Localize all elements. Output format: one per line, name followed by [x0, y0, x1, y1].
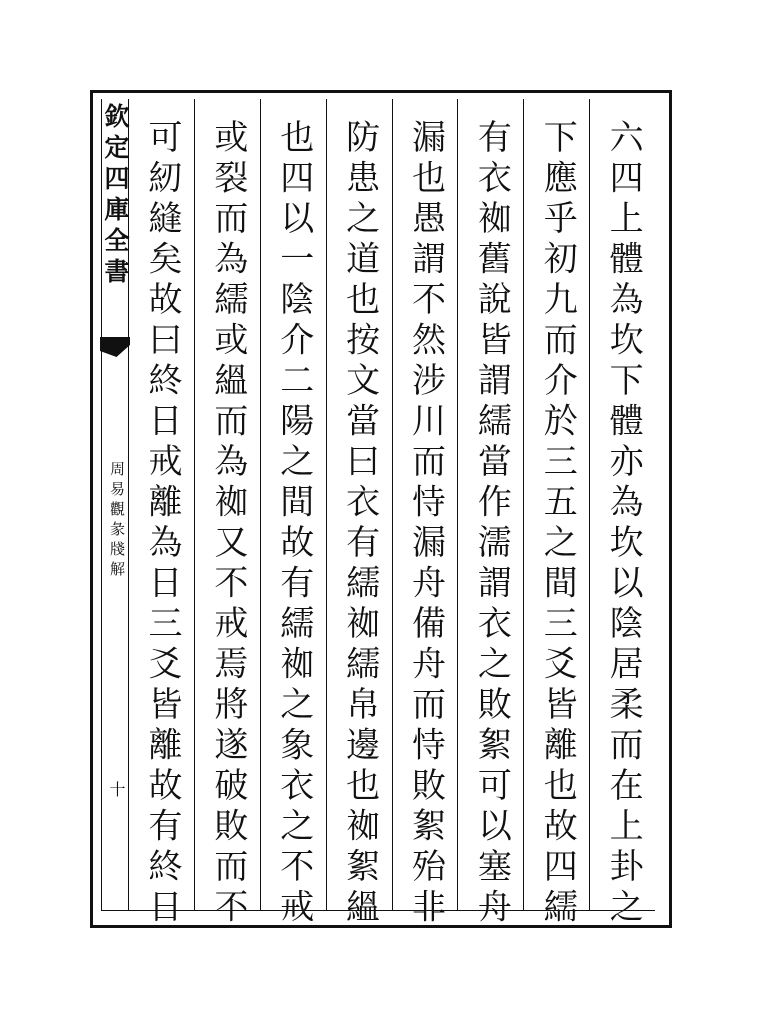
text-column — [523, 99, 589, 929]
column-text: 可紉縫矣故曰終日戒離為日三爻皆離故有終日 — [142, 119, 182, 929]
column-text: 也四以一陰介二陽之間故有繻袽之象衣之不戒 — [273, 119, 314, 929]
book-title: 周易觀彖牋解 — [108, 461, 126, 581]
fish-tail-mark — [100, 337, 130, 357]
page-frame — [90, 90, 672, 928]
text-column — [128, 99, 194, 929]
page-number: 十 — [107, 781, 126, 797]
column-text: 六四上體為坎下體亦為坎以陰居柔而在上卦之 — [603, 119, 644, 929]
column-text: 或裂而為繻或縕而為袽又不戒焉將遂破敗而不 — [207, 119, 248, 929]
margin-strip — [102, 99, 128, 910]
text-column — [194, 99, 260, 929]
collection-title: 欽定四庫全書 — [101, 103, 130, 289]
text-column — [326, 99, 392, 929]
text-column — [589, 99, 655, 929]
column-text: 有衣袽舊說皆謂繻當作濡謂衣之敗絮可以塞舟 — [471, 119, 512, 929]
text-column — [457, 99, 523, 929]
text-columns — [128, 99, 655, 929]
column-text: 下應乎初九而介於三五之間三爻皆離也故四繻 — [537, 119, 578, 929]
column-text: 防患之道也按文當曰衣有繻袽繻帛邊也袽絮縕 — [339, 119, 380, 929]
text-block — [101, 99, 655, 929]
text-column — [260, 99, 326, 929]
text-column — [392, 99, 458, 929]
column-text: 漏也愚謂不然涉川而恃漏舟備舟而恃敗絮殆非 — [405, 119, 446, 929]
